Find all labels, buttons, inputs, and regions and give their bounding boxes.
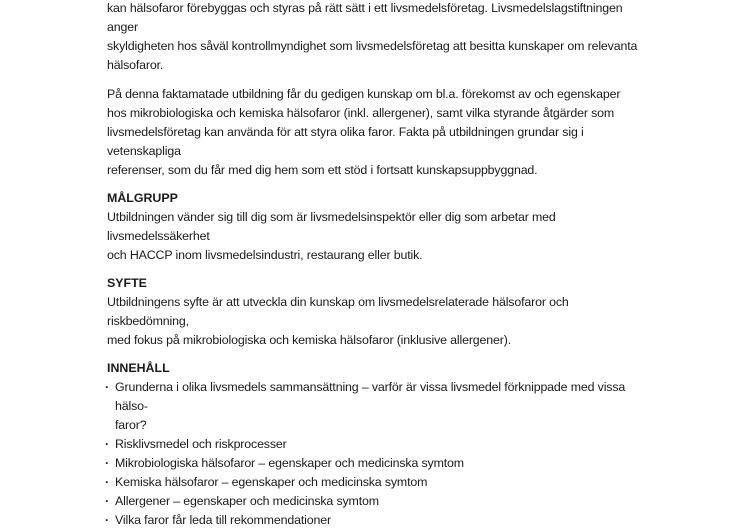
list-item <box>107 492 652 511</box>
list-item-line: Vilka faror får leda till rekommendationer <box>115 513 331 527</box>
malgrupp-heading: MÅLGRUPP <box>107 191 178 205</box>
text-line: och HACCP inom livsmedelsindustri, restaurang eller butik. <box>107 248 423 262</box>
list-item-line: Mikrobiologiska hälsofaror – egenskaper och medicinska symtom <box>115 456 464 470</box>
text-line: hos mikrobiologiska och kemiska hälsofaror (inkl. allergener), samt vilka styrande åtgärder som <box>107 106 615 120</box>
document-content <box>107 0 652 530</box>
list-item <box>107 473 652 492</box>
list-item-line: Risklivsmedel och riskprocesser <box>115 437 287 451</box>
list-item-line: faror? <box>115 418 147 432</box>
innehall-list <box>107 378 652 530</box>
malgrupp-paragraph <box>107 208 652 265</box>
list-item-line: Allergener – egenskaper och medicinska symtom <box>115 494 379 508</box>
list-item-line: Kemiska hälsofaror – egenskaper och medicinska symtom <box>115 475 428 489</box>
text-line: referenser, som du får med dig hem som ett stöd i fortsatt kunskapsuppbyggnad. <box>107 163 538 177</box>
text-line: kan hälsofaror förebyggas och styras på rätt sätt i ett livsmedelsföretag. Livsmedelslagstiftningen anger <box>107 1 623 34</box>
syfte-heading: SYFTE <box>107 276 147 290</box>
list-item <box>107 454 652 473</box>
list-item-line: Grunderna i olika livsmedels sammansättning – varför är vissa livsmedel förknippade med vissa hälso- <box>115 380 626 413</box>
text-line: Utbildningens syfte är att utveckla din kunskap om livsmedelsrelaterade hälsofaror och riskbedömning, <box>107 295 569 328</box>
text-line: med fokus på mikrobiologiska och kemiska hälsofaror (inklusive allergener). <box>107 333 512 347</box>
list-item <box>107 511 652 530</box>
text-line: livsmedelsföretag kan använda för att styra olika faror. Fakta på utbildningen grundar sig i vetenskapliga <box>107 125 584 158</box>
text-line: Utbildningen vänder sig till dig som är livsmedelsinspektör eller dig som arbetar med livsmedelssäkerhet <box>107 210 556 243</box>
list-item <box>107 378 652 435</box>
intro-paragraph-2 <box>107 85 652 180</box>
text-line: hälsofaror. <box>107 58 164 72</box>
text-line: På denna faktamatade utbildning får du gedigen kunskap om bl.a. förekomst av och egenskaper <box>107 87 621 101</box>
text-line: skyldigheten hos såväl kontrollmyndighet som livsmedelsföretag att besitta kunskaper om relevanta <box>107 39 638 53</box>
intro-paragraph-1 <box>107 0 652 75</box>
innehall-heading: INNEHÅLL <box>107 361 170 375</box>
syfte-paragraph <box>107 293 652 350</box>
list-item <box>107 435 652 454</box>
